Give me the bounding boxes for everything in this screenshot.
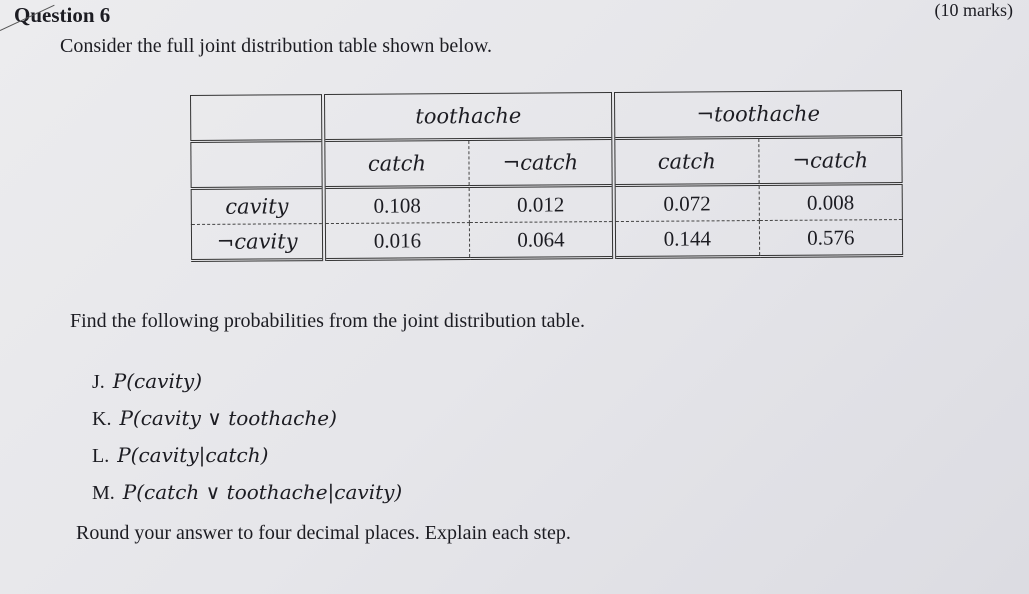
header-not-catch-1: ¬catch [468, 139, 613, 187]
table-row-not-cavity [191, 220, 902, 261]
row-label-not-cavity: ¬cavity [191, 224, 324, 261]
table-row-cavity [191, 184, 902, 225]
question-text: P(cavity ∨ toothache) [119, 406, 337, 430]
table-cell: 0.016 [324, 223, 469, 260]
intro-text: Consider the full joint distribution table shown below. [60, 35, 492, 57]
table-cell: 0.072 [614, 185, 759, 222]
question-letter: K. [92, 408, 112, 430]
question-letter: M. [92, 482, 115, 504]
table-cell: 0.008 [759, 184, 903, 221]
list-item [92, 478, 402, 515]
header-not-toothache: ¬toothache [613, 91, 902, 139]
table-cell: 0.012 [469, 186, 614, 223]
question-text: P(catch ∨ toothache|cavity) [122, 480, 403, 504]
header-catch-1: catch [324, 140, 469, 188]
instructions-text: Find the following probabilities from the joint distribution table. [70, 310, 585, 332]
corner-cell [191, 95, 324, 142]
question-text: P(cavity|catch) [117, 443, 269, 467]
question-letter: L. [92, 445, 110, 467]
sub-header-row [191, 137, 902, 189]
question-list [92, 367, 402, 515]
list-item [92, 367, 402, 404]
group-header-row [191, 91, 902, 142]
marks-label: (10 marks) [934, 0, 1013, 20]
question-letter: J. [92, 371, 105, 393]
table-cell: 0.108 [324, 187, 469, 224]
question-title: Question 6 [14, 3, 111, 27]
table-cell: 0.576 [759, 220, 903, 257]
question-text: P(cavity) [112, 369, 203, 393]
sub-corner-cell [191, 141, 324, 189]
header-catch-2: catch [613, 138, 758, 186]
table-cell: 0.064 [469, 222, 614, 259]
footer-text: Round your answer to four decimal places. Explain each step. [76, 522, 571, 544]
row-label-cavity: cavity [191, 188, 324, 225]
header-toothache: toothache [323, 93, 613, 141]
list-item [92, 404, 402, 441]
header-not-catch-2: ¬catch [758, 137, 902, 185]
joint-distribution-table [190, 90, 903, 262]
table-cell: 0.144 [614, 221, 759, 258]
list-item [92, 441, 402, 478]
